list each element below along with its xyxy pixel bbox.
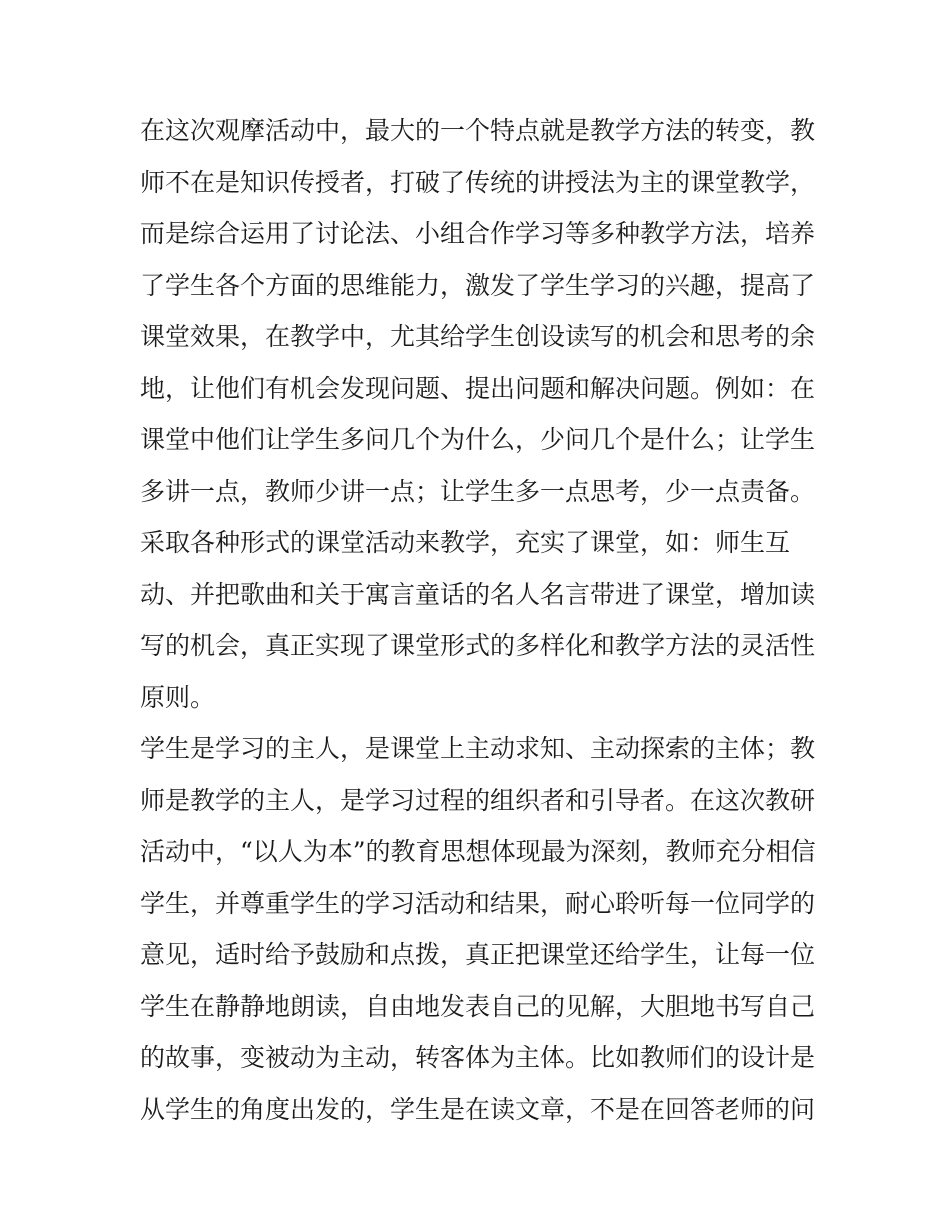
text-line: 意见，适时给予鼓励和点拨，真正把课堂还给学生，让每一位 <box>140 940 816 969</box>
text-line: 学生，并尊重学生的学习活动和结果，耐心聆听每一位同学的 <box>140 888 816 918</box>
text-line: 采取各种形式的课堂活动来教学，充实了课堂，如：师生互 <box>140 528 791 557</box>
text-line: 了学生各个方面的思维能力，激发了学生学习的兴趣，提高了 <box>140 270 816 300</box>
text-line: 课堂中他们让学生多问几个为什么，少问几个是什么；让学生 <box>140 425 816 454</box>
text-line: 学生在静静地朗读，自由地发表自己的见解，大胆地书写自己 <box>140 991 816 1021</box>
text-line: 师不在是知识传授者，打破了传统的讲授法为主的课堂教学， <box>140 167 816 197</box>
text-line: 地，让他们有机会发现问题、提出问题和解决问题。例如：在 <box>140 373 816 403</box>
body-text <box>140 105 820 1135</box>
text-line: 写的机会，真正实现了课堂形式的多样化和教学方法的灵活性 <box>140 631 816 660</box>
text-line: 原则。 <box>140 682 216 712</box>
text-line: 多讲一点，教师少讲一点；让学生多一点思考，少一点责备。 <box>140 476 816 506</box>
text-line: 活动中，“以人为本”的教育思想体现最为深刻，教师充分相信 <box>140 837 816 866</box>
text-line: 从学生的角度出发的，学生是在读文章，不是在回答老师的问 <box>140 1094 816 1124</box>
text-line: 课堂效果，在教学中，尤其给学生创设读写的机会和思考的余 <box>140 322 816 351</box>
text-line: 师是教学的主人，是学习过程的组织者和引导者。在这次教研 <box>140 785 816 815</box>
text-line: 在这次观摩活动中，最大的一个特点就是教学方法的转变，教 <box>140 116 816 145</box>
text-line: 而是综合运用了讨论法、小组合作学习等多种教学方法，培养 <box>140 219 816 248</box>
text-line: 动、并把歌曲和关于寓言童话的名人名言带进了课堂，增加读 <box>140 579 816 609</box>
text-line: 学生是学习的主人，是课堂上主动求知、主动探索的主体；教 <box>140 734 816 763</box>
text-line: 的故事，变被动为主动，转客体为主体。比如教师们的设计是 <box>140 1043 816 1072</box>
